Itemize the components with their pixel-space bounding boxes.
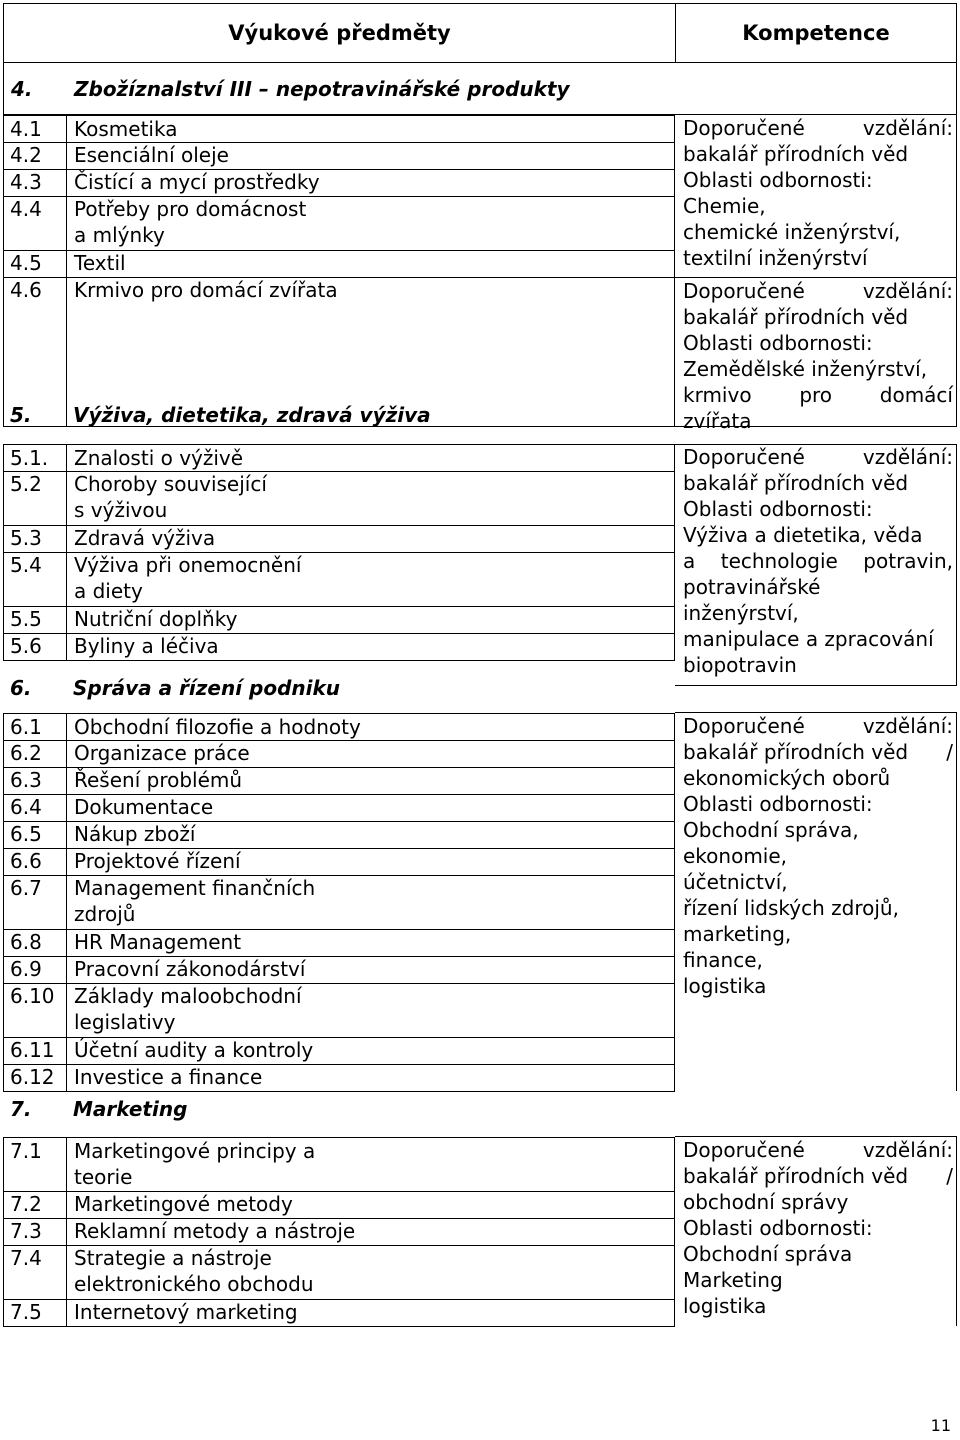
table-row: 4.6 Krmivo pro domácí zvířata — [3, 277, 675, 427]
header-subjects: Výukové předměty — [4, 4, 676, 62]
section-7 — [3, 1137, 957, 1327]
table-header — [3, 3, 957, 63]
table-row: 7.3 Reklamní metody a nástroje — [3, 1218, 675, 1246]
table-row: 7.2 Marketingové metody — [3, 1191, 675, 1219]
table-row: 6.8 HR Management — [3, 929, 675, 957]
table-row: 6.11 Účetní audity a kontroly — [3, 1037, 675, 1065]
competence-text-4b: Doporučené vzdělání: bakalář přírodních věd Oblasti odbornosti: Zemědělské inženýrství, krmivo pro domácí zvířata — [683, 279, 953, 433]
table-row: 5.5 Nutriční doplňky — [3, 606, 675, 634]
table-row: 4.3 Čistící a mycí prostředky — [3, 169, 675, 197]
table-row: 6.12 Investice a finance — [3, 1064, 675, 1092]
section-heading-4: 4. Zbožíznalství III – nepotravinářské produkty — [3, 63, 957, 115]
table-row: 6.9 Pracovní zákonodárství — [3, 956, 675, 984]
header-competence: Kompetence — [742, 21, 890, 45]
table-row: 6.3 Řešení problémů — [3, 767, 675, 795]
table-row: 4.1 Kosmetika — [3, 115, 675, 143]
table-row: 5.4 Výživa při onemocnění a diety — [3, 552, 675, 607]
table-row: 6.5 Nákup zboží — [3, 821, 675, 849]
table-row: 6.10 Základy maloobchodní legislativy — [3, 983, 675, 1038]
table-row: 6.7 Management finančních zdrojů — [3, 875, 675, 930]
competence-text-7: Doporučené vzdělání: bakalář přírodních věd / obchodní správy Oblasti odbornosti: Obchodní správa Marketing logistika — [683, 1138, 953, 1318]
table-row: 5.1. Znalosti o výživě — [3, 444, 675, 472]
competence-text-6: Doporučené vzdělání: bakalář přírodních věd / ekonomických oborů Oblasti odbornosti: Obchodní správa, ekonomie, účetnictví, řízení lidských zdrojů, marketing, finance, logistika — [683, 714, 953, 998]
competence-text-4a: Doporučené vzdělání: bakalář přírodních věd Oblasti odbornosti: Chemie, chemické inženýrství, textilní inženýrství — [683, 116, 953, 270]
section-4 — [3, 115, 957, 433]
table-row: 4.5 Textil — [3, 250, 675, 278]
table-row: 4.4 Potřeby pro domácnost a mlýnky — [3, 196, 675, 251]
table-row: 5.2 Choroby související s výživou — [3, 471, 675, 526]
competence-text-5: Doporučené vzdělání: bakalář přírodních věd Oblasti odbornosti: Výživa a dietetika, věda a technologie potravin, potravinářské inženýrství, manipulace a zpracování biopotravin — [683, 445, 953, 677]
table-row: 6.2 Organizace práce — [3, 740, 675, 768]
table-row: 4.2 Esenciální oleje — [3, 142, 675, 170]
table-row: 7.4 Strategie a nástroje elektronického obchodu — [3, 1245, 675, 1300]
section-6 — [3, 713, 957, 1093]
table-row: 6.1 Obchodní filozofie a hodnoty — [3, 713, 675, 741]
table-row: 5.3 Zdravá výživa — [3, 525, 675, 553]
table-row: 7.1 Marketingové principy a teorie — [3, 1137, 675, 1192]
page-number: 11 — [930, 1416, 951, 1435]
section-5 — [3, 444, 957, 694]
table-row: 6.4 Dokumentace — [3, 794, 675, 822]
section-heading-5: 5. Výživa, dietetika, zdravá výživa — [10, 403, 431, 427]
table-row: 6.6 Projektové řízení — [3, 848, 675, 876]
document-table — [3, 3, 957, 1327]
table-row: 7.5 Internetový marketing — [3, 1299, 675, 1327]
section-heading-6: 6. Správa a řízení podniku — [10, 676, 341, 700]
table-row: 5.6 Byliny a léčiva — [3, 633, 675, 661]
section-heading-7: 7. Marketing — [10, 1097, 188, 1121]
